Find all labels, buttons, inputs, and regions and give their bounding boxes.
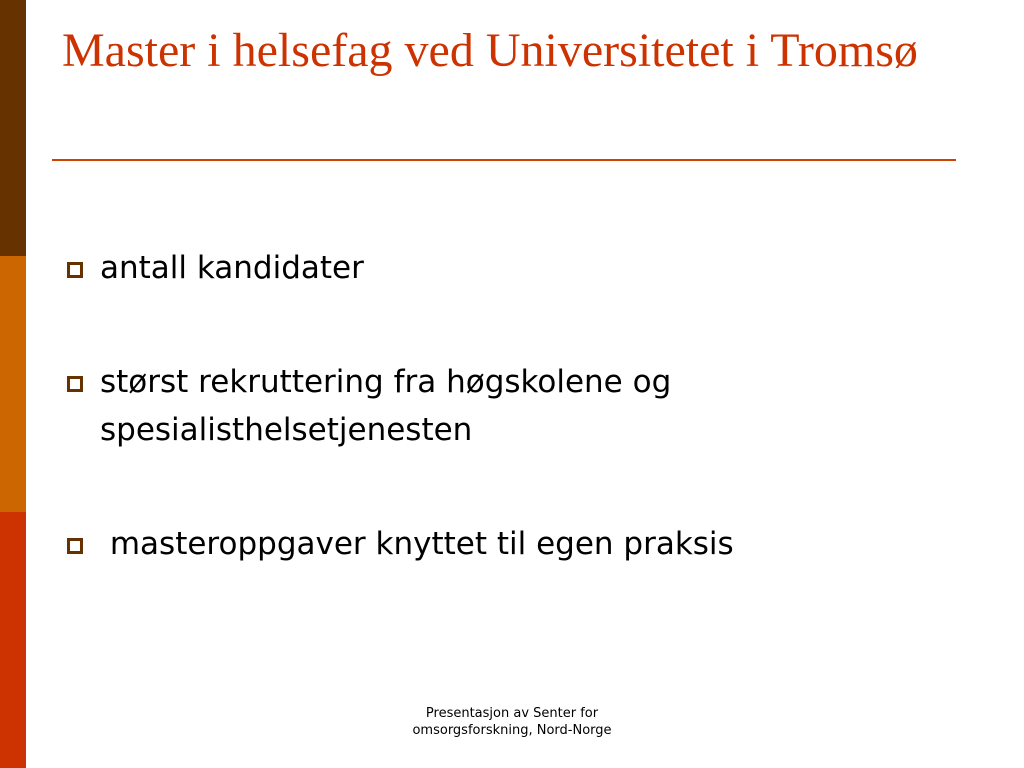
bullet-item xyxy=(60,244,980,292)
bullet-item xyxy=(60,358,980,454)
footer xyxy=(380,705,644,739)
title-divider xyxy=(52,159,956,161)
footer-line-1: Presentasjon av Senter for xyxy=(425,706,599,721)
bullet-text: masteroppgaver knyttet til egen praksis xyxy=(100,526,734,562)
hollow-square-bullet-icon xyxy=(67,538,83,554)
slide-title: Master i helsefag ved Universitetet i Tromsø xyxy=(62,24,918,77)
side-bar-top xyxy=(0,0,26,256)
hollow-square-bullet-icon xyxy=(67,262,83,278)
side-bar-bottom xyxy=(0,512,26,768)
bullet-text: antall kandidater xyxy=(100,250,364,286)
bullet-item xyxy=(60,520,980,568)
bullet-list xyxy=(60,244,980,568)
bullet-text: størst rekruttering fra høgskolene og spesialisthelsetjenesten xyxy=(100,364,682,448)
footer-line-2: omsorgsforskning, Nord-Norge xyxy=(412,723,612,738)
side-bar-middle xyxy=(0,256,26,512)
hollow-square-bullet-icon xyxy=(67,376,83,392)
